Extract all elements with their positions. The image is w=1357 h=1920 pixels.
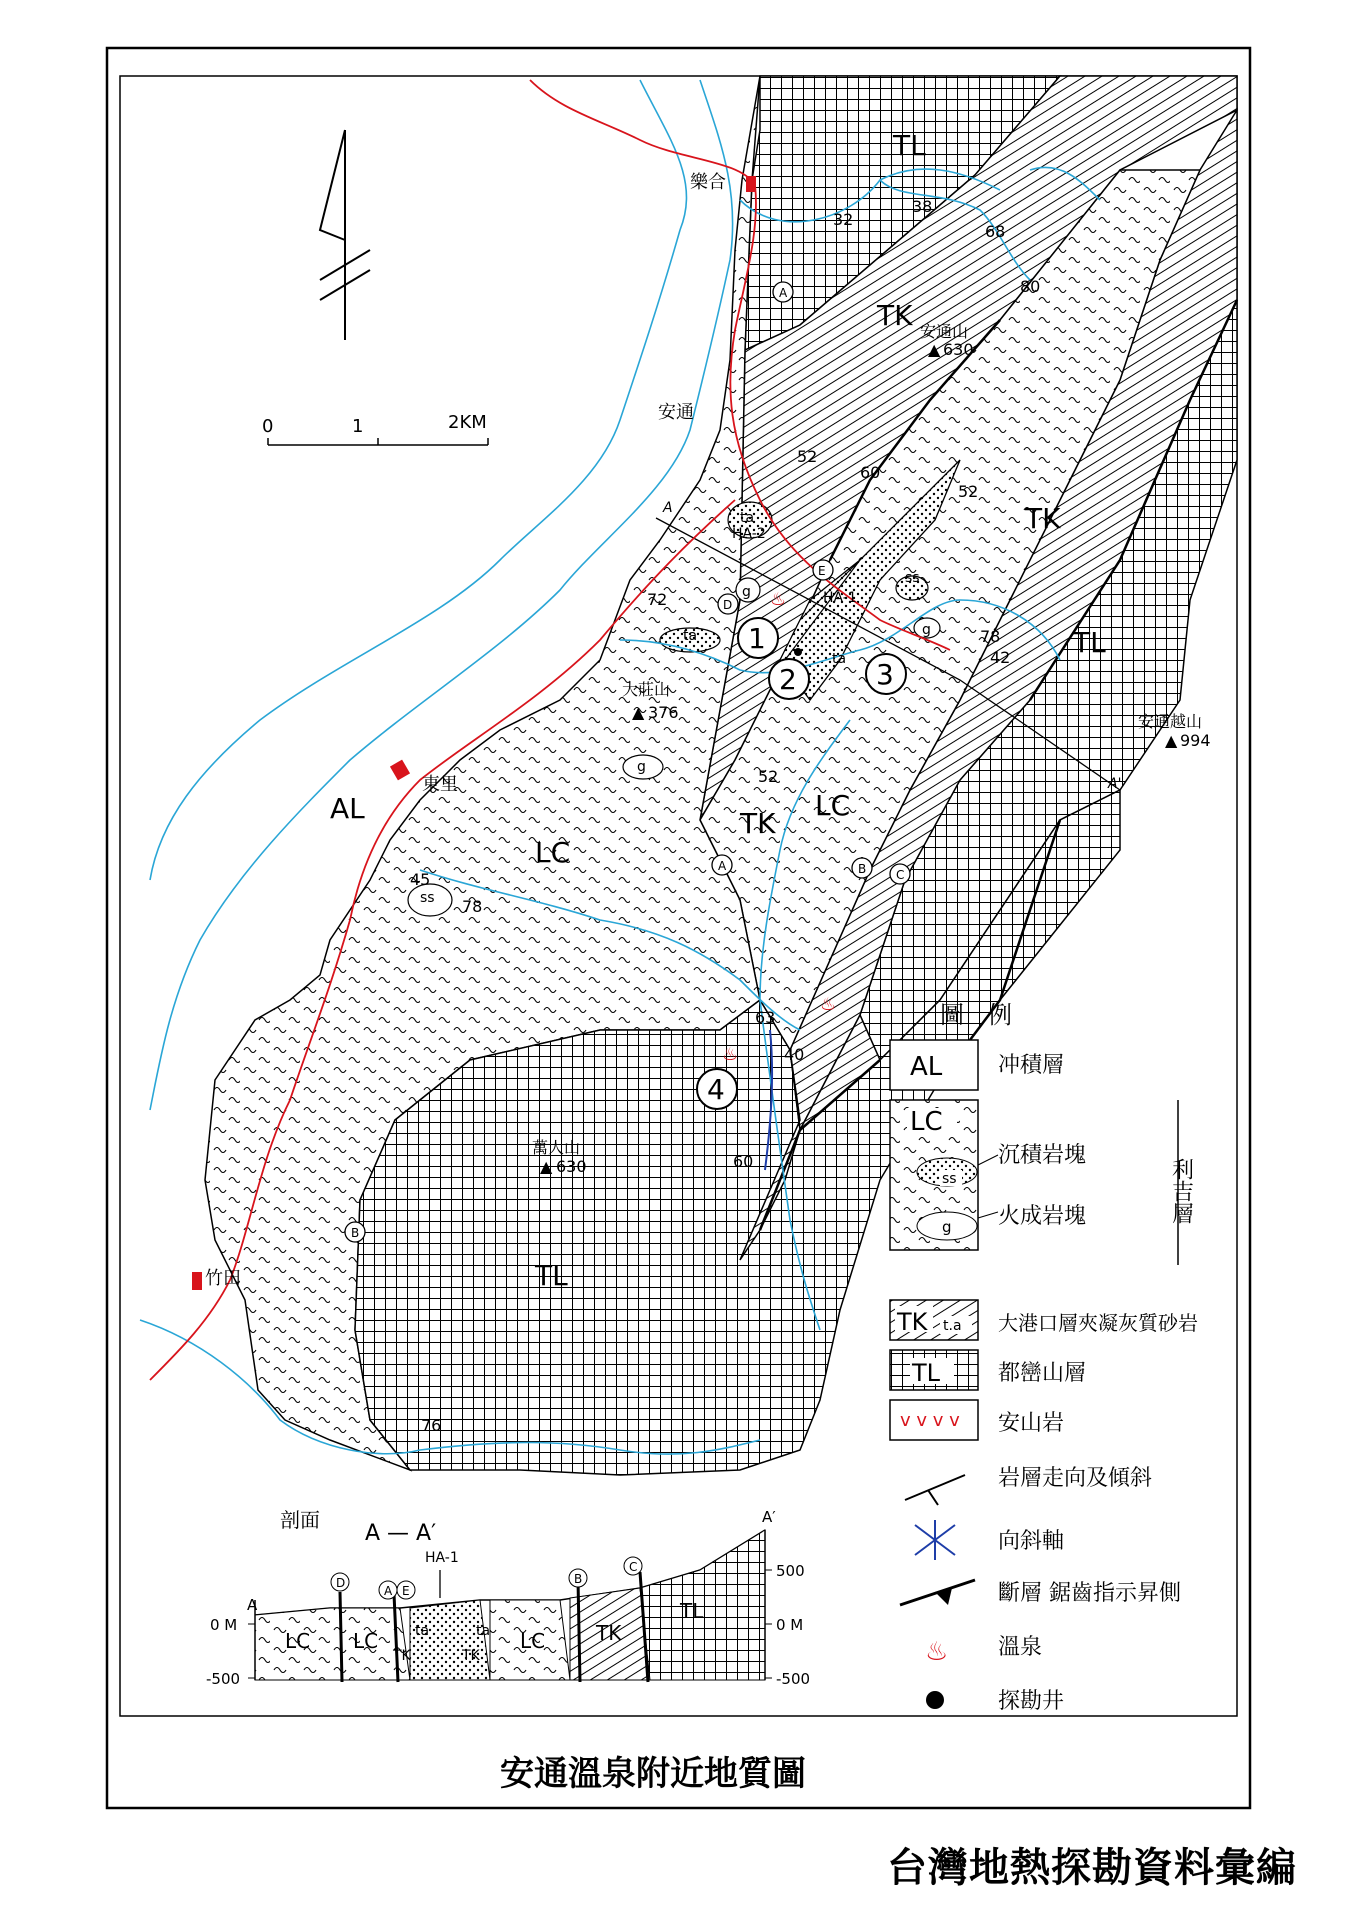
svg-text:ss: ss bbox=[905, 570, 920, 586]
svg-text:E: E bbox=[818, 564, 826, 578]
town-marker-dongli bbox=[390, 760, 410, 781]
svg-text:安山岩: 安山岩 bbox=[998, 1411, 1065, 1436]
svg-text:32: 32 bbox=[833, 210, 854, 229]
svg-text:大港口層夾凝灰質砂岩: 大港口層夾凝灰質砂岩 bbox=[998, 1311, 1198, 1335]
svg-text:76: 76 bbox=[421, 1416, 442, 1435]
svg-text:A: A bbox=[663, 500, 673, 516]
svg-text:0 M: 0 M bbox=[776, 1616, 804, 1634]
svg-text:萬人山: 萬人山 bbox=[532, 1138, 581, 1157]
svg-text:g: g bbox=[922, 622, 931, 638]
svg-text:-500: -500 bbox=[776, 1670, 811, 1688]
svg-text:500: 500 bbox=[776, 1562, 805, 1580]
scale-label-one: 1 bbox=[352, 416, 364, 437]
svg-text:38: 38 bbox=[912, 197, 933, 216]
svg-text:HA-2: HA-2 bbox=[732, 526, 766, 542]
scale-label-zero: 0 bbox=[262, 416, 274, 437]
svg-text:LC: LC bbox=[815, 789, 851, 822]
svg-text:TK: TK bbox=[877, 299, 913, 332]
svg-text:♨: ♨ bbox=[770, 589, 787, 610]
svg-text:TK: TK bbox=[897, 1308, 928, 1336]
svg-text:TK: TK bbox=[393, 1648, 411, 1664]
svg-text:ta: ta bbox=[740, 510, 755, 526]
svg-text:78: 78 bbox=[980, 627, 1001, 646]
svg-text:岩層走向及傾斜: 岩層走向及傾斜 bbox=[998, 1466, 1153, 1491]
svg-text:A′: A′ bbox=[762, 1508, 776, 1526]
svg-text:C: C bbox=[629, 1560, 638, 1574]
section-line-label: A — A′ bbox=[365, 1521, 437, 1546]
svg-text:♨: ♨ bbox=[820, 994, 837, 1015]
legend bbox=[890, 1001, 1198, 1714]
svg-text:♨: ♨ bbox=[925, 1637, 949, 1667]
svg-text:探勘井: 探勘井 bbox=[998, 1689, 1065, 1714]
svg-text:LC: LC bbox=[353, 1629, 379, 1653]
svg-text:LC: LC bbox=[520, 1629, 546, 1653]
svg-text:▲: ▲ bbox=[632, 703, 645, 722]
footer-title: 台灣地熱探勘資料彙編 bbox=[887, 1845, 1297, 1891]
north-arrow bbox=[320, 130, 370, 340]
svg-text:TK: TK bbox=[1025, 502, 1061, 535]
svg-text:2: 2 bbox=[779, 663, 797, 696]
svg-text:D: D bbox=[723, 598, 733, 612]
svg-text:利吉層: 利吉層 bbox=[1168, 1158, 1194, 1224]
svg-text:C: C bbox=[896, 868, 905, 882]
svg-text:630: 630 bbox=[943, 340, 974, 359]
svg-text:40: 40 bbox=[784, 1045, 805, 1064]
cross-section bbox=[206, 1508, 810, 1688]
svg-text:994: 994 bbox=[1180, 731, 1211, 750]
svg-text:LC: LC bbox=[535, 836, 571, 869]
svg-text:AL: AL bbox=[330, 792, 365, 825]
svg-text:78: 78 bbox=[462, 897, 483, 916]
svg-text:t.a: t.a bbox=[943, 1318, 962, 1334]
svg-text:60: 60 bbox=[733, 1152, 754, 1171]
svg-text:A: A bbox=[384, 1584, 393, 1598]
section-ha1: HA-1 bbox=[425, 1550, 459, 1566]
svg-text:▲: ▲ bbox=[540, 1157, 553, 1176]
svg-text:大莊山: 大莊山 bbox=[622, 680, 671, 699]
svg-text:A: A bbox=[718, 859, 727, 873]
svg-text:52: 52 bbox=[758, 767, 779, 786]
svg-text:63: 63 bbox=[755, 1008, 776, 1027]
svg-text:ta: ta bbox=[415, 1623, 430, 1639]
svg-text:冲積層: 冲積層 bbox=[998, 1053, 1065, 1078]
scale-bar bbox=[268, 438, 488, 445]
svg-text:1: 1 bbox=[748, 622, 766, 655]
svg-text:ta: ta bbox=[683, 628, 698, 644]
svg-text:TK: TK bbox=[462, 1648, 480, 1664]
svg-text:ta: ta bbox=[832, 651, 847, 667]
svg-text:-500: -500 bbox=[206, 1670, 241, 1688]
svg-text:向斜軸: 向斜軸 bbox=[998, 1529, 1065, 1554]
svg-text:42: 42 bbox=[990, 648, 1011, 667]
svg-text:4: 4 bbox=[707, 1073, 725, 1106]
svg-text:ss: ss bbox=[942, 1171, 957, 1187]
svg-text:60: 60 bbox=[860, 463, 881, 482]
svg-text:A: A bbox=[779, 286, 788, 300]
svg-text:A: A bbox=[247, 1596, 258, 1614]
svg-text:LC: LC bbox=[910, 1107, 943, 1137]
svg-text:AL: AL bbox=[910, 1052, 943, 1082]
svg-text:都巒山層: 都巒山層 bbox=[998, 1361, 1087, 1386]
svg-text:g: g bbox=[637, 759, 646, 775]
exploration-well-dot bbox=[794, 648, 802, 656]
svg-text:80: 80 bbox=[1020, 277, 1041, 296]
svg-text:68: 68 bbox=[985, 222, 1006, 241]
svg-text:安通山: 安通山 bbox=[920, 322, 969, 341]
svg-text:TL: TL bbox=[893, 129, 926, 162]
svg-text:ss: ss bbox=[420, 890, 435, 906]
svg-text:0 M: 0 M bbox=[210, 1616, 238, 1634]
svg-text:v v v v: v v v v bbox=[900, 1410, 960, 1431]
svg-text:52: 52 bbox=[958, 482, 979, 501]
svg-text:TL: TL bbox=[912, 1359, 941, 1387]
svg-text:45: 45 bbox=[410, 870, 431, 889]
svg-text:HA-1: HA-1 bbox=[823, 590, 857, 606]
svg-text:♨: ♨ bbox=[722, 1044, 739, 1065]
svg-text:▲: ▲ bbox=[928, 340, 941, 359]
town-label-dongli: 東里 bbox=[422, 774, 458, 795]
town-marker-luohe bbox=[746, 176, 756, 192]
svg-text:376: 376 bbox=[648, 703, 679, 722]
svg-text:TL: TL bbox=[535, 1259, 568, 1292]
town-label-luohe: 樂合 bbox=[690, 172, 726, 193]
svg-text:B: B bbox=[858, 862, 867, 876]
svg-text:安通越山: 安通越山 bbox=[1138, 712, 1203, 731]
svg-text:52: 52 bbox=[797, 447, 818, 466]
scale-label-two: 2KM bbox=[448, 412, 487, 433]
svg-text:g: g bbox=[742, 584, 751, 600]
section-title: 剖面 bbox=[280, 1508, 320, 1532]
svg-text:630: 630 bbox=[556, 1157, 587, 1176]
svg-text:LC: LC bbox=[285, 1629, 311, 1653]
geology-layer bbox=[205, 76, 1237, 1475]
svg-text:火成岩塊: 火成岩塊 bbox=[998, 1204, 1087, 1229]
svg-text:TL: TL bbox=[1073, 626, 1106, 659]
svg-text:TK: TK bbox=[740, 807, 776, 840]
svg-text:沉積岩塊: 沉積岩塊 bbox=[998, 1143, 1087, 1168]
svg-text:g: g bbox=[942, 1218, 952, 1236]
town-label-zhutian: 竹田 bbox=[205, 1268, 241, 1289]
svg-text:A': A' bbox=[1108, 776, 1122, 792]
town-marker-zhutian bbox=[192, 1272, 202, 1290]
svg-text:TL: TL bbox=[680, 1599, 704, 1623]
svg-text:溫泉: 溫泉 bbox=[998, 1635, 1043, 1660]
svg-text:E: E bbox=[402, 1584, 410, 1598]
map-title: 安通溫泉附近地質圖 bbox=[500, 1754, 806, 1794]
svg-text:斷層 鋸齒指示昇側: 斷層 鋸齒指示昇側 bbox=[998, 1581, 1181, 1606]
svg-text:72: 72 bbox=[647, 590, 668, 609]
svg-text:ta: ta bbox=[476, 1623, 491, 1639]
svg-text:3: 3 bbox=[876, 658, 894, 691]
svg-text:TK: TK bbox=[596, 1621, 622, 1645]
svg-text:B: B bbox=[351, 1226, 360, 1240]
town-label-antong: 安通 bbox=[658, 402, 694, 423]
svg-text:▲: ▲ bbox=[1165, 731, 1178, 750]
legend-title: 圖 例 bbox=[940, 1001, 1012, 1029]
svg-text:D: D bbox=[336, 1576, 346, 1590]
svg-text:B: B bbox=[574, 1572, 583, 1586]
